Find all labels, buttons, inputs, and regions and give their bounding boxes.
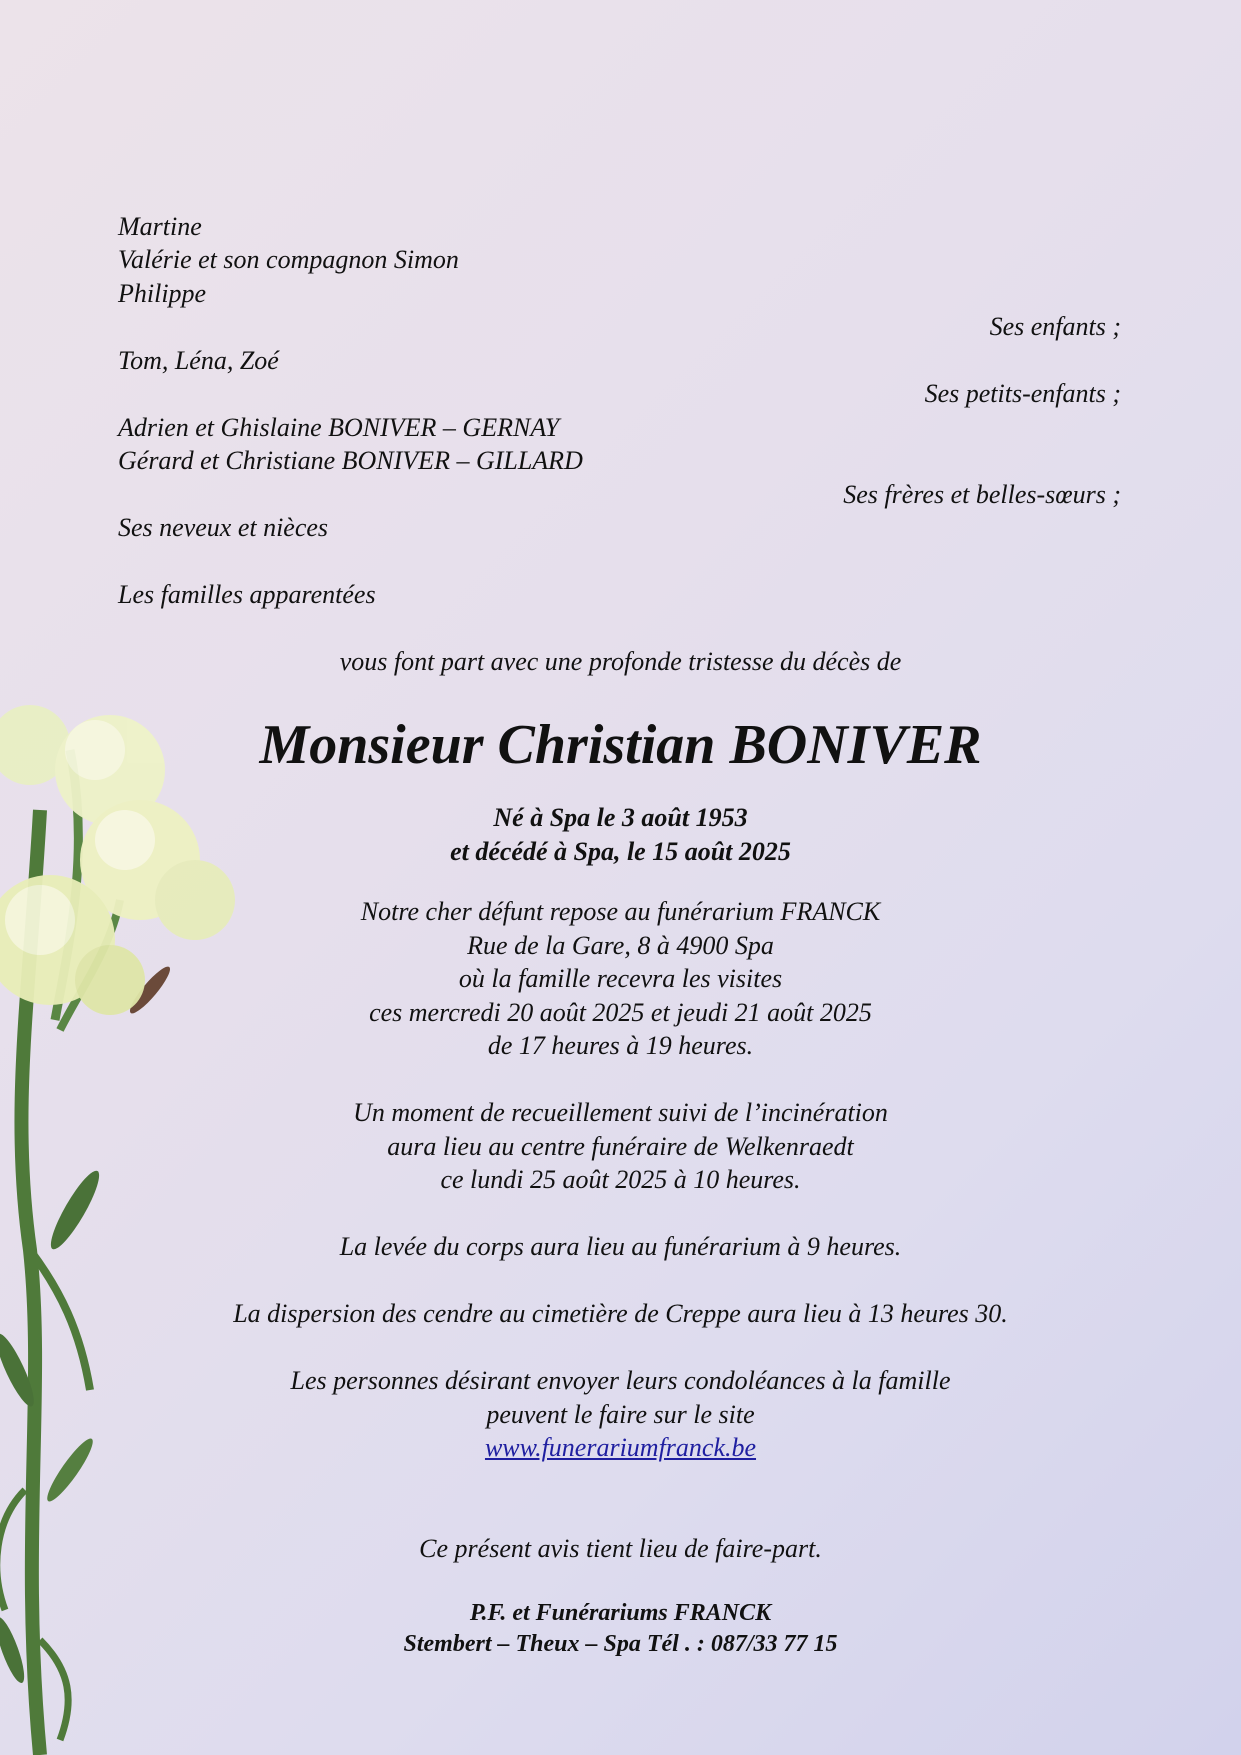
siblings-label: Ses frères et belles-sœurs ;	[843, 480, 1121, 509]
nephews-line: Ses neveux et nièces	[118, 513, 329, 542]
visitation-line: où la famille recevra les visites	[458, 964, 783, 993]
funeral-home-name: P.F. et Funérariums FRANCK	[469, 1600, 772, 1626]
funeral-home-contact: Stembert – Theux – Spa Tél . : 087/33 77 15	[403, 1631, 838, 1657]
notice-line: Ce présent avis tient lieu de faire-part.	[419, 1534, 822, 1563]
death-line: et décédé à Spa, le 15 août 2025	[450, 837, 791, 866]
birth-line: Né à Spa le 3 août 1953	[493, 803, 748, 832]
dispersion-line: La dispersion des cendre au cimetière de Creppe aura lieu à 13 heures 30.	[233, 1299, 1008, 1328]
children-label: Ses enfants ;	[989, 312, 1121, 341]
announcement-line: vous font part avec une profonde tristesse du décès de	[339, 647, 902, 676]
grandchildren-label: Ses petits-enfants ;	[924, 379, 1121, 408]
visitation-line: ces mercredi 20 août 2025 et jeudi 21 août 2025	[369, 998, 872, 1027]
sibling-names: Gérard et Christiane BONIVER – GILLARD	[118, 446, 583, 475]
levee-line: La levée du corps aura lieu au funérarium à 9 heures.	[339, 1232, 902, 1261]
sibling-names: Adrien et Ghislaine BONIVER – GERNAY	[118, 413, 560, 442]
condolences-line: peuvent le faire sur le site	[486, 1400, 755, 1429]
child-name: Philippe	[118, 279, 207, 308]
visitation-line: Notre cher défunt repose au funérarium FRANCK	[360, 897, 881, 926]
families-line: Les familles apparentées	[118, 580, 376, 609]
website-link[interactable]: www.funerariumfranck.be	[484, 1433, 757, 1462]
deceased-name: Monsieur Christian BONIVER	[259, 714, 982, 776]
child-name: Martine	[118, 212, 202, 241]
ceremony-line: ce lundi 25 août 2025 à 10 heures.	[440, 1165, 801, 1194]
visitation-line: Rue de la Gare, 8 à 4900 Spa	[467, 931, 774, 960]
condolences-line: Les personnes désirant envoyer leurs condoléances à la famille	[290, 1366, 951, 1395]
child-name: Valérie et son compagnon Simon	[118, 245, 459, 274]
visitation-line: de 17 heures à 19 heures.	[487, 1031, 754, 1060]
ceremony-line: aura lieu au centre funéraire de Welkenraedt	[387, 1132, 854, 1161]
ceremony-line: Un moment de recueillement suivi de l’incinération	[353, 1098, 888, 1127]
website-row	[0, 1433, 1241, 1463]
grandchildren-names: Tom, Léna, Zoé	[118, 346, 279, 375]
